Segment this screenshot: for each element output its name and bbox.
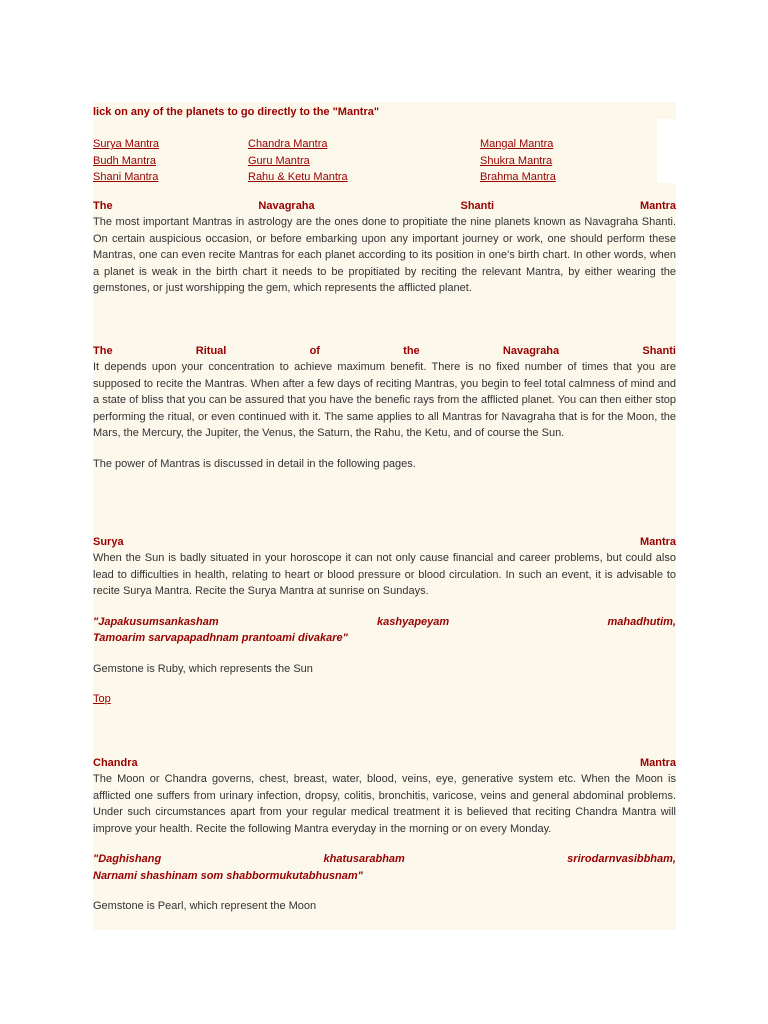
top-link[interactable]: Top [93,693,111,705]
planet-links [93,136,653,186]
heading-word: Mantra [639,536,676,548]
mantra-line: Narnami shashinam som shabbormukutabhusnam" [93,869,363,882]
heading-word: Shanti [642,345,676,357]
heading-word: the [403,345,420,357]
page-margin-notch [657,119,677,183]
mantra-word: mahadhutim, [607,615,676,628]
link-rahu-ketu-mantra[interactable]: Rahu & Ketu Mantra [248,171,348,183]
chandra-section [93,755,676,915]
heading-word: Mantra [639,200,676,212]
section-paragraph: It depends upon your concentration to achieve maximum benefit. There is no fixed number of times that you are supposed to recite the Mantras. When after a few days of reciting Mantras, you begin to feel total calmness of mind and a state of bliss that you can be assured that you have the benefic rays from the afflicted planet. You can then either stop performing the ritual, or even continued with it. The same applies to all Mantras for Navagraha that is for the Moon, the Mars, the Mercury, the Jupiter, the Venus, the Saturn, the Rahu, the Ketu, and of course the Sun. [93,361,676,439]
mantra-line: Tamoarim sarvapapadhnam prantoami divakare" [93,632,348,644]
mantra-verse [93,851,676,884]
link-brahma-mantra[interactable]: Brahma Mantra [480,171,556,183]
section-heading [93,755,676,771]
link-surya-mantra[interactable]: Surya Mantra [93,138,160,150]
mantra-word: kashyapeyam [377,615,450,628]
planet-links-row [93,136,653,153]
link-mangal-mantra[interactable]: Mangal Mantra [480,138,554,150]
section-heading [93,343,676,359]
section-heading [93,198,676,214]
intro-instruction: lick on any of the planets to go directly to the "Mantra" [93,106,380,118]
section-paragraph: The most important Mantras in astrology are the ones done to propitiate the nine planets known as Navagraha Shanti. On certain auspicious occasion, or before embarking upon any important journey or work, one should perform these Mantras, one can even recite Mantras for each planet according to its position in one's birth chart. In other words, when a planet is weak in the birth chart it needs to be propitiated by reciting the relevant Mantra, by either wearing the gemstones, or just worshipping the gem, which represents the afflicted planet. [93,216,676,294]
mantra-word: "Daghishang [93,853,162,865]
navagraha-section [93,198,676,297]
link-shukra-mantra[interactable]: Shukra Mantra [480,154,553,167]
mantra-word: srirodarnvasibbham, [567,853,676,865]
heading-word: Chandra [93,757,138,769]
mantra-word: "Japakusumsankasham [93,615,219,628]
heading-word: Navagraha [502,345,560,357]
heading-word: Surya [93,536,124,548]
link-guru-mantra[interactable]: Guru Mantra [248,154,310,167]
planet-links-row [93,169,653,186]
link-shani-mantra[interactable]: Shani Mantra [93,171,159,183]
link-chandra-mantra[interactable]: Chandra Mantra [248,138,328,150]
heading-word: Ritual [195,345,227,357]
heading-word: of [309,345,320,357]
gemstone-note: Gemstone is Ruby, which represents the Sun [93,662,313,675]
planet-links-row [93,153,653,170]
mantra-line [93,851,676,868]
section-paragraph: The Moon or Chandra governs, chest, breast, water, blood, veins, eye, generative system etc. When the Moon is afflicted one suffers from urinary infection, dropsy, colitis, bronchitis, varicose, veins and general abdominal problems. Under such circumstances apart from your regular medical treatment it is believed that reciting Chandra Mantra will improve your health. Recite the following Mantra everyday in the morning or on every Monday. [93,773,676,835]
surya-section [93,534,676,708]
link-budh-mantra[interactable]: Budh Mantra [93,154,156,167]
ritual-section [93,343,676,472]
mantra-verse [93,614,676,647]
heading-word: Mantra [639,757,676,769]
section-note: The power of Mantras is discussed in detail in the following pages. [93,457,416,470]
section-heading [93,534,676,550]
heading-word: The [93,200,113,212]
heading-word: Navagraha [258,200,315,212]
heading-word: Shanti [460,200,495,212]
heading-word: The [93,345,113,357]
gemstone-note: Gemstone is Pearl, which represent the Moon [93,900,317,912]
mantra-word: khatusarabham [323,853,405,865]
section-paragraph: When the Sun is badly situated in your horoscope it can not only cause financial and career problems, but could also lead to difficulties in health, relating to heart or blood pressure or blood circulation. In such an event, it is advisable to recite Surya Mantra. Recite the Surya Mantra at sunrise on Sundays. [93,552,676,597]
mantra-line [93,614,676,631]
